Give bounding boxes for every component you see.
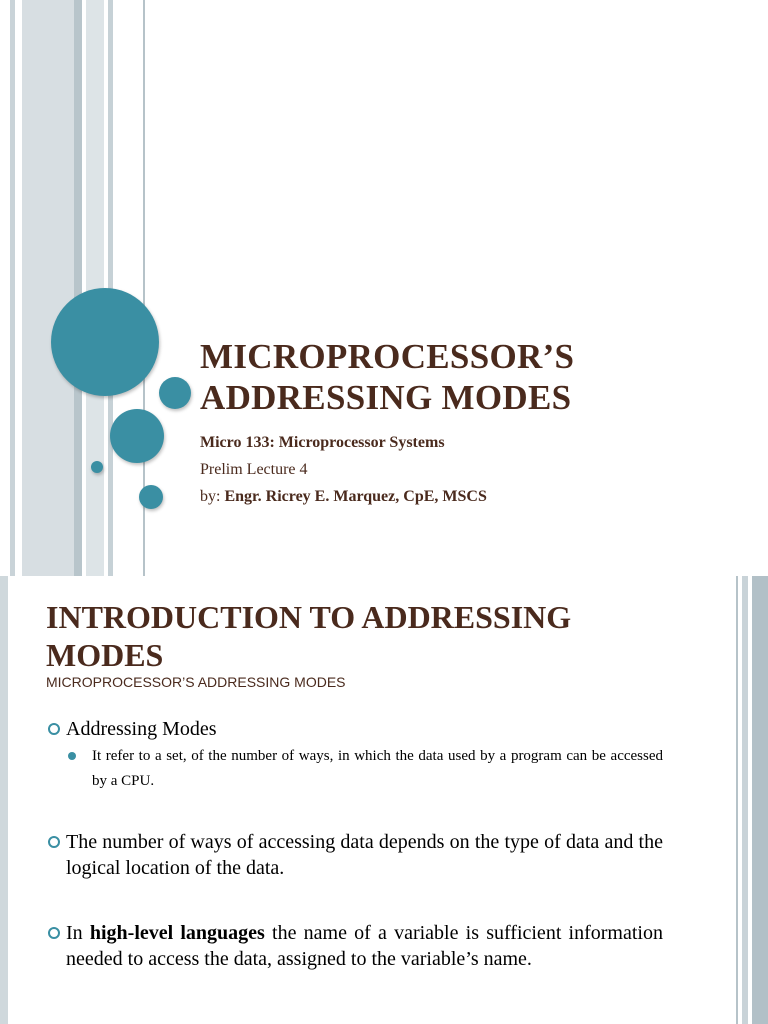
decorative-circle-medium bbox=[110, 409, 164, 463]
decorative-circle-tiny bbox=[91, 461, 103, 473]
bullet-text-suffix: the name of a variable is sufficient information needed to access the data, assigned to the variable’s name. bbox=[66, 922, 663, 970]
decorative-circle-small bbox=[139, 485, 163, 509]
slide-title bbox=[200, 336, 740, 418]
decorative-band bbox=[742, 576, 748, 1024]
bullet-ring-icon bbox=[48, 927, 60, 939]
bullet-dot-icon bbox=[68, 752, 76, 760]
content-subtitle: MICROPROCESSOR’S ADDRESSING MODES bbox=[46, 674, 346, 690]
decorative-band bbox=[74, 0, 82, 576]
decorative-band bbox=[0, 576, 8, 1024]
bullet-text bbox=[66, 920, 663, 972]
bullet-text-bold: high-level languages bbox=[89, 922, 265, 944]
decorative-circle-large bbox=[51, 288, 159, 396]
bullet-heading: Addressing Modes bbox=[66, 718, 217, 740]
author-line bbox=[200, 488, 487, 506]
decorative-band bbox=[10, 0, 15, 576]
decorative-band bbox=[22, 0, 74, 576]
bullet-ring-icon bbox=[48, 723, 60, 735]
content-title-line: MODES bbox=[46, 637, 164, 673]
content-title-line: INTRODUCTION TO ADDRESSING bbox=[46, 599, 572, 635]
lecture-label: Prelim Lecture 4 bbox=[200, 461, 308, 478]
by-label: by: bbox=[200, 488, 221, 505]
slide-title-line: ADDRESSING MODES bbox=[200, 378, 572, 417]
content-title bbox=[46, 598, 686, 674]
decorative-circle-small bbox=[159, 377, 191, 409]
bullet-text-prefix: In bbox=[66, 922, 90, 944]
slide-title-line: MICROPROCESSOR’S bbox=[200, 337, 575, 376]
bullet-ring-icon bbox=[48, 836, 60, 848]
decorative-band bbox=[752, 576, 768, 1024]
decorative-band bbox=[736, 576, 738, 1024]
author-name: Engr. Ricrey E. Marquez, CpE, MSCS bbox=[224, 488, 487, 505]
course-name: Micro 133: Microprocessor Systems bbox=[200, 434, 445, 451]
bullet-text: The number of ways of accessing data depends on the type of data and the logical location of the data. bbox=[66, 831, 663, 879]
sub-bullet-text: It refer to a set, of the number of ways, in which the data used by a program can be accessed by a CPU. bbox=[92, 748, 663, 789]
